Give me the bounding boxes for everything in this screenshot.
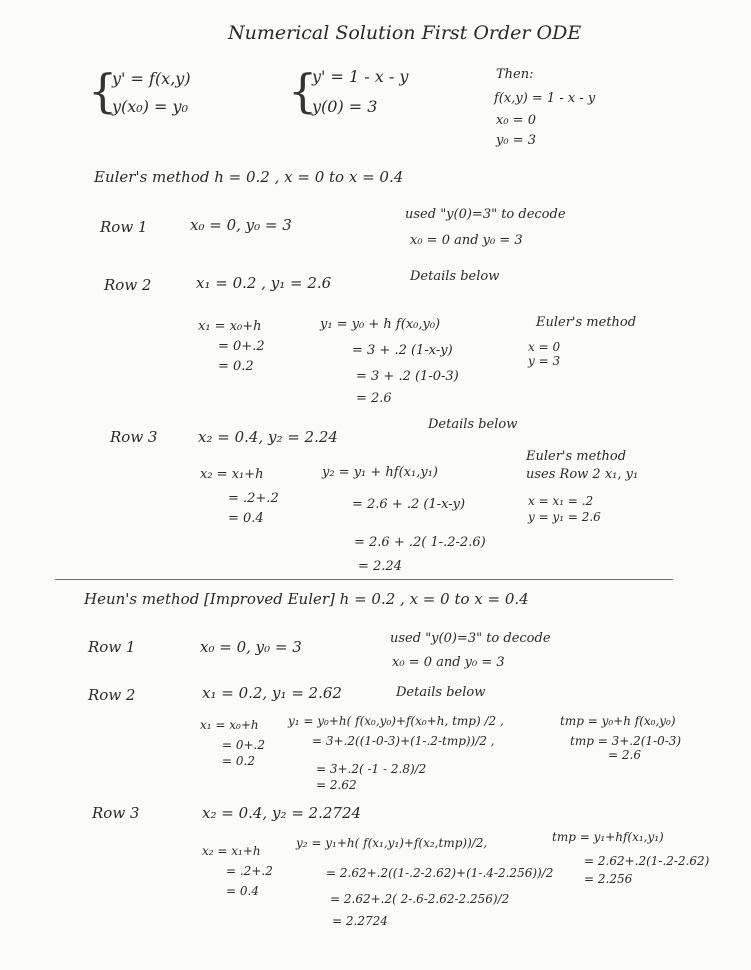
euler-row2-x-step2: = 0+.2 xyxy=(218,339,265,354)
then-x0: x₀ = 0 xyxy=(496,113,536,128)
heun-row1-note: used "y(0)=3" to decode xyxy=(390,631,551,646)
then-y0: y₀ = 3 xyxy=(496,133,536,148)
euler-header: Euler's method h = 0.2 , x = 0 to x = 0.4 xyxy=(94,168,404,186)
heun-row2-values: x₁ = 0.2, y₁ = 2.62 xyxy=(202,684,342,702)
heun-row3-tmp-def: tmp = y₁+hf(x₁,y₁) xyxy=(552,830,664,844)
euler-row2-sub-x: x = 0 xyxy=(528,340,561,354)
euler-row3-sub-x: x = x₁ = .2 xyxy=(528,494,594,508)
heun-row3-y-step3: = 2.62+.2( 2-.6-2.62-2.256)/2 xyxy=(330,892,510,906)
heun-row2-tmp-calc: tmp = 3+.2(1-0-3) xyxy=(570,734,682,748)
heun-row2-y-step1: y₁ = y₀+h( f(x₀,y₀)+f(x₀+h, tmp) /2 , xyxy=(288,714,504,728)
euler-row2-sub-y: y = 3 xyxy=(528,354,561,368)
heun-row2-note: Details below xyxy=(396,685,486,700)
euler-row2-x-step1: x₁ = x₀+h xyxy=(198,319,262,334)
euler-row1-label: Row 1 xyxy=(100,218,148,236)
euler-row2-y-step2: = 3 + .2 (1-x-y) xyxy=(352,343,453,358)
euler-row2-y-step3: = 3 + .2 (1-0-3) xyxy=(356,369,459,384)
euler-row3-x-step3: = 0.4 xyxy=(228,511,264,526)
heun-row3-x-step3: = 0.4 xyxy=(226,884,259,898)
heun-row2-y-step3: = 3+.2( -1 - 2.8)/2 xyxy=(316,762,427,776)
heun-row2-tmp-result: = 2.6 xyxy=(608,748,641,762)
heun-row2-y-result: = 2.62 xyxy=(316,778,357,792)
heun-row2-x-step3: = 0.2 xyxy=(222,754,255,768)
euler-row3-y-step2: = 2.6 + .2 (1-x-y) xyxy=(352,497,466,512)
heun-row3-y-step1: y₂ = y₁+h( f(x₁,y₁)+f(x₂,tmp))/2, xyxy=(296,836,488,850)
heun-row1-note2: x₀ = 0 and y₀ = 3 xyxy=(392,655,505,670)
general-equation: y' = f(x,y) xyxy=(112,69,191,88)
heun-row3-x-step1: x₂ = x₁+h xyxy=(202,844,261,858)
heun-row2-y-step2: = 3+.2((1-0-3)+(1-.2-tmp))/2 , xyxy=(312,734,495,748)
heun-row3-y-step2: = 2.62+.2((1-.2-2.62)+(1-.4-2.256))/2 xyxy=(326,866,554,880)
euler-row3-y-result: = 2.24 xyxy=(358,559,402,574)
euler-row2-x-step3: = 0.2 xyxy=(218,359,254,374)
heun-row1-label: Row 1 xyxy=(88,638,136,656)
euler-row1-values: x₀ = 0, y₀ = 3 xyxy=(190,216,292,234)
euler-row1-note: used "y(0)=3" to decode xyxy=(405,207,566,222)
euler-row3-values: x₂ = 0.4, y₂ = 2.24 xyxy=(198,428,338,446)
heun-row3-values: x₂ = 0.4, y₂ = 2.2724 xyxy=(202,804,362,822)
heun-row3-label: Row 3 xyxy=(92,804,140,822)
euler-row3-y-step1: y₂ = y₁ + hf(x₁,y₁) xyxy=(322,465,438,480)
euler-row3-method-note2: uses Row 2 x₁, y₁ xyxy=(526,467,639,482)
heun-row3-x-step2: = .2+.2 xyxy=(226,864,273,878)
heun-row3-tmp-result: = 2.256 xyxy=(584,872,633,886)
heun-row3-y-result: = 2.2724 xyxy=(332,914,388,928)
euler-row2-method-note: Euler's method xyxy=(536,315,637,330)
heun-row2-label: Row 2 xyxy=(88,686,136,704)
euler-row3-note: Details below xyxy=(428,417,518,432)
specific-initial-condition: y(0) = 3 xyxy=(312,97,378,116)
euler-row3-x-step1: x₂ = x₁+h xyxy=(200,467,264,482)
euler-row2-note: Details below xyxy=(410,269,500,284)
euler-row3-label: Row 3 xyxy=(110,428,158,446)
heun-row2-x-step1: x₁ = x₀+h xyxy=(200,718,259,732)
euler-row1-note2: x₀ = 0 and y₀ = 3 xyxy=(410,233,523,248)
heun-row2-x-step2: = 0+.2 xyxy=(222,738,266,752)
general-initial-condition: y(x₀) = y₀ xyxy=(112,97,188,116)
euler-row2-values: x₁ = 0.2 , y₁ = 2.6 xyxy=(196,274,332,292)
euler-row2-label: Row 2 xyxy=(104,276,152,294)
euler-row2-y-result: = 2.6 xyxy=(356,391,392,406)
left-brace-general: { xyxy=(88,64,118,118)
section-divider xyxy=(55,579,673,580)
euler-row3-x-step2: = .2+.2 xyxy=(228,491,279,506)
page-title: Numerical Solution First Order ODE xyxy=(228,22,582,44)
then-label: Then: xyxy=(496,67,534,82)
euler-row3-y-step3: = 2.6 + .2( 1-.2-2.6) xyxy=(354,535,486,550)
heun-header: Heun's method [Improved Euler] h = 0.2 , x = 0 to x = 0.4 xyxy=(84,590,529,608)
heun-row3-tmp-calc: = 2.62+.2(1-.2-2.62) xyxy=(584,854,710,868)
heun-row2-tmp-def: tmp = y₀+h f(x₀,y₀) xyxy=(560,714,676,728)
euler-row2-y-step1: y₁ = y₀ + h f(x₀,y₀) xyxy=(320,317,441,332)
then-function: f(x,y) = 1 - x - y xyxy=(494,91,596,106)
heun-row1-values: x₀ = 0, y₀ = 3 xyxy=(200,638,302,656)
euler-row3-sub-y: y = y₁ = 2.6 xyxy=(528,510,601,524)
euler-row3-method-note: Euler's method xyxy=(526,449,627,464)
left-brace-specific: { xyxy=(288,64,318,118)
specific-equation: y' = 1 - x - y xyxy=(312,67,409,86)
